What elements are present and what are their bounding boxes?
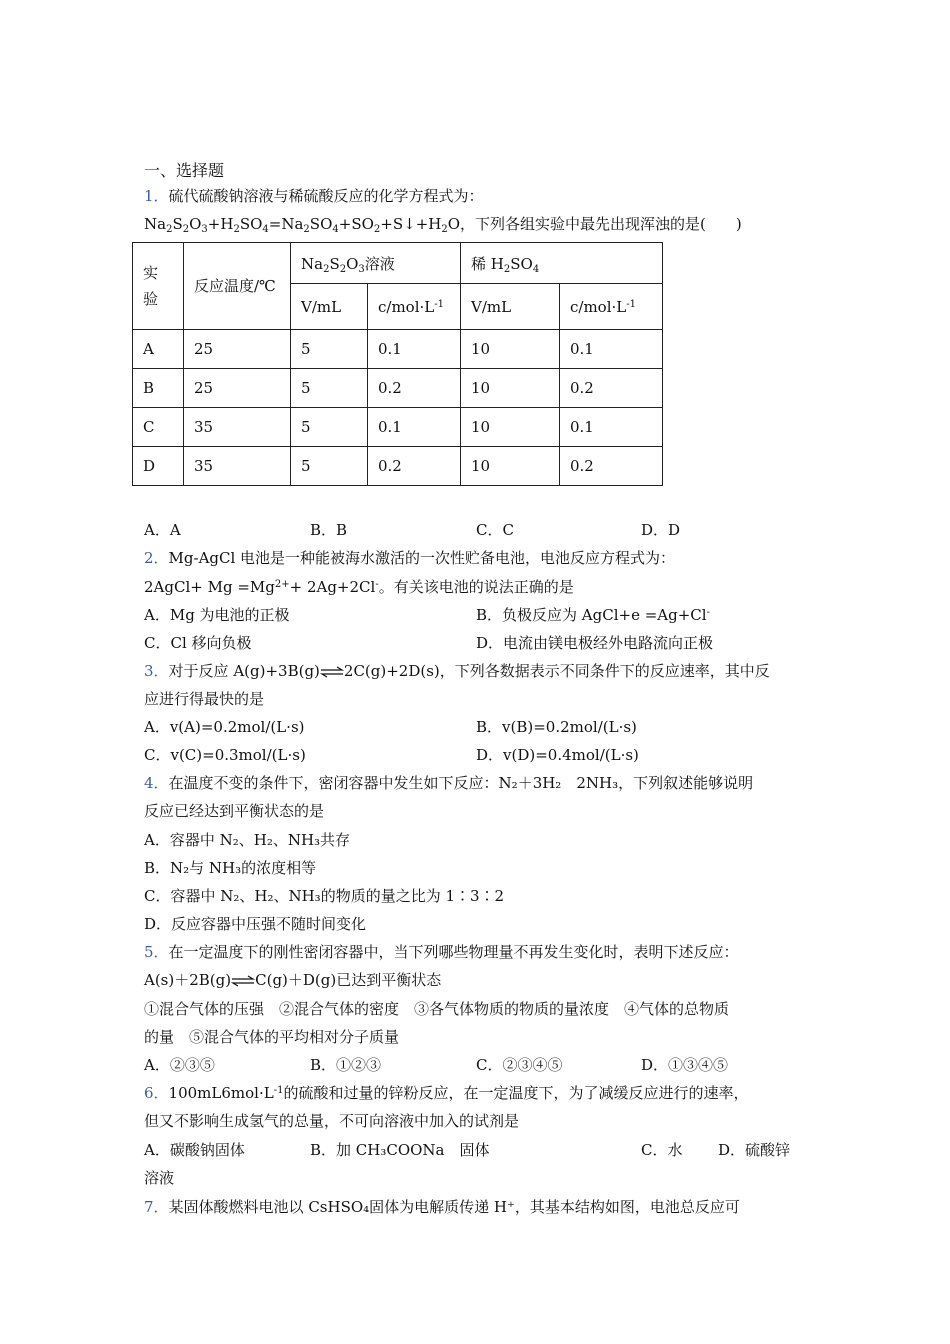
- section-title: 一、选择题: [144, 161, 225, 180]
- table-header-h2so4: 稀 $H_2SO_4$: [461, 243, 663, 284]
- q2-number: 2．: [144, 549, 169, 567]
- cell-v2: 10: [461, 408, 560, 447]
- q3-stem2: 应进行得最快的是: [144, 690, 265, 708]
- q1-stem: [144, 185, 484, 207]
- q1-number: 1．: [144, 187, 169, 205]
- cell-c2: 0.1: [560, 330, 663, 369]
- cell-v2: 10: [461, 447, 560, 486]
- table-header-v1: V/mL: [291, 284, 368, 330]
- table-row: [133, 447, 663, 486]
- q1-option-a[interactable]: A．A: [144, 521, 181, 539]
- q4-option-d[interactable]: D．反应容器中压强不随时间变化: [144, 915, 367, 933]
- cell-temp: 35: [184, 447, 291, 486]
- q6-stem-text: 100mL6mol·L: [168, 1084, 274, 1102]
- cell-c1: 0.2: [368, 369, 461, 408]
- equilibrium-arrows-icon: [320, 666, 344, 678]
- q2-option-a[interactable]: A．Mg 为电池的正极: [144, 606, 290, 624]
- q6-option-b[interactable]: B．加 CH₃COONa 固体: [310, 1141, 490, 1159]
- q7-number: 7．: [144, 1198, 169, 1216]
- q5-items2: 的量 ⑤混合气体的平均相对分子质量: [144, 1028, 400, 1046]
- q5-option-b[interactable]: B．①②③: [310, 1056, 382, 1074]
- cell-id: C: [133, 408, 184, 447]
- cell-v2: 10: [461, 369, 560, 408]
- q6-stem-tail: 的硫酸和过量的锌粉反应，在一定温度下，为了减缓反应进行的速率，: [283, 1084, 749, 1102]
- q3-stem-b: 2C(g)+2D(s)，下列各数据表示不同条件下的反应速率，其中反: [343, 662, 770, 680]
- q1-equation-tail: ，下列各组实验中最先出现浑浊的是( ): [460, 215, 742, 233]
- q5-option-a[interactable]: A．②③⑤: [144, 1056, 215, 1074]
- q3-option-d[interactable]: D．v(D)=0.4mol/(L·s): [476, 746, 639, 764]
- q4-stem2: 反应已经达到平衡状态的是: [144, 802, 325, 820]
- cell-temp: 25: [184, 330, 291, 369]
- q3-option-a[interactable]: A．v(A)=0.2mol/(L·s): [144, 718, 305, 736]
- q1-option-c[interactable]: C．C: [476, 521, 514, 539]
- equilibrium-arrows-icon: [231, 975, 255, 987]
- q2-stem: [144, 547, 675, 569]
- cell-v1: 5: [291, 330, 368, 369]
- table-header-c1: $c/mol\cdot L^{-1}$: [368, 284, 461, 330]
- q6-stem: 6．$100mL6mol\cdot L^{-1}$的硫酸和过量的锌粉反应，在一定温度下，为了减缓反应进行的速率，: [144, 1084, 749, 1102]
- q6-option-d-tail: 溶液: [144, 1169, 175, 1187]
- q4-stem-text: 在温度不变的条件下，密闭容器中发生如下反应：N₂＋3H₂ 2NH₃，下列叙述能够说明: [168, 774, 754, 792]
- cell-temp: 35: [184, 408, 291, 447]
- q6-option-d[interactable]: D．硫酸锌: [718, 1141, 791, 1159]
- q5-stem-text: 在一定温度下的刚性密闭容器中，当下列哪些物理量不再发生变化时，表明下述反应：: [168, 943, 739, 961]
- q1-experiment-table: [132, 242, 663, 486]
- q3-stem: [144, 660, 770, 682]
- cell-c2: 0.1: [560, 408, 663, 447]
- cell-v1: 5: [291, 447, 368, 486]
- cell-id: B: [133, 369, 184, 408]
- q2-stem2: 。有关该电池的说法正确的是: [378, 578, 574, 596]
- q2-option-b-text: B．负极反应为 AgCl+e =Ag+Cl: [476, 606, 707, 624]
- cell-v1: 5: [291, 369, 368, 408]
- q3-stem-a: 对于反应 A(g)+3B(g): [168, 662, 320, 680]
- q5-items: ①混合气体的压强 ②混合气体的密度 ③各气体物质的物质的量浓度 ④气体的总物质: [144, 1000, 730, 1018]
- q2-option-d[interactable]: D．电流由镁电极经外电路流向正极: [476, 634, 714, 652]
- q5-number: 5．: [144, 943, 169, 961]
- q3-number: 3．: [144, 662, 169, 680]
- table-row: [133, 330, 663, 369]
- q5-option-c[interactable]: C．②③④⑤: [476, 1056, 563, 1074]
- q7-stem-text: 某固体酸燃料电池以 CsHSO₄固体为电解质传递 H⁺，其基本结构如图，电池总反应可: [168, 1198, 740, 1216]
- q5-stem: [144, 941, 739, 963]
- cell-c2: 0.2: [560, 447, 663, 486]
- table-header-acid-label: 稀: [471, 254, 487, 273]
- cell-v1: 5: [291, 408, 368, 447]
- table-header-na-label: 溶液: [364, 254, 395, 273]
- cell-id: D: [133, 447, 184, 486]
- q5-reaction: [144, 969, 441, 991]
- q5-reaction-b: C(g)＋D(g)已达到平衡状态: [255, 971, 442, 989]
- q6-option-a[interactable]: A．碳酸钠固体: [144, 1141, 245, 1159]
- q2-equation-tail: + 2Ag+2Cl: [289, 578, 376, 596]
- q5-reaction-a: A(s)＋2B(g): [144, 971, 232, 989]
- table-header-na2s2o3: $Na_2S_2O_3$溶液: [291, 243, 461, 284]
- q2-stem-text: Mg-AgCl 电池是一种能被海水激活的一次性贮备电池，电池反应方程式为：: [168, 549, 676, 567]
- q4-option-c[interactable]: C．容器中 N₂、H₂、NH₃的物质的量之比为 1∶3∶2: [144, 887, 505, 905]
- table-header-temp: 反应温度/℃: [184, 243, 291, 330]
- q4-number: 4．: [144, 774, 169, 792]
- q7-stem: [144, 1196, 740, 1218]
- table-header-v2: V/mL: [461, 284, 560, 330]
- q4-option-a[interactable]: A．容器中 N₂、H₂、NH₃共存: [144, 831, 351, 849]
- table-header-c2: $c/mol\cdot L^{-1}$: [560, 284, 663, 330]
- table-row: [133, 408, 663, 447]
- cell-temp: 25: [184, 369, 291, 408]
- q6-stem2: 但又不影响生成氢气的总量，不可向溶液中加入的试剂是: [144, 1112, 520, 1130]
- q1-option-b[interactable]: B．B: [310, 521, 348, 539]
- q3-option-c[interactable]: C．v(C)=0.3mol/(L·s): [144, 746, 306, 764]
- cell-c1: 0.2: [368, 447, 461, 486]
- q2-equation-text: 2AgCl+ Mg =Mg: [144, 578, 275, 596]
- q4-stem: [144, 772, 753, 794]
- q1-option-d[interactable]: D．D: [641, 521, 681, 539]
- q1-equation: $Na_2S_2O_3+H_2SO_4=Na_2SO_4+SO_2+S↓+H_2O$，下列各组实验中最先出现浑浊的是( ): [144, 215, 742, 235]
- q5-option-d[interactable]: D．①③④⑤: [641, 1056, 729, 1074]
- q3-option-b[interactable]: B．v(B)=0.2mol/(L·s): [476, 718, 637, 736]
- table-header-experiment: 实验: [133, 243, 184, 330]
- cell-id: A: [133, 330, 184, 369]
- cell-v2: 10: [461, 330, 560, 369]
- q2-option-c[interactable]: C．Cl 移向负极: [144, 634, 252, 652]
- q6-option-c[interactable]: C．水: [641, 1141, 683, 1159]
- cell-c2: 0.2: [560, 369, 663, 408]
- q4-option-b[interactable]: B．N₂与 NH₃的浓度相等: [144, 859, 317, 877]
- cell-c1: 0.1: [368, 408, 461, 447]
- q2-option-b[interactable]: B．负极反应为 AgCl+e =Ag+Cl-: [476, 606, 710, 624]
- q2-equation: 2AgCl+ $Mg =Mg^{2+}+ 2Ag+2Cl^-$。有关该电池的说法正确的是: [144, 578, 574, 596]
- table-row: [133, 369, 663, 408]
- cell-c1: 0.1: [368, 330, 461, 369]
- q1-stem-text: 硫代硫酸钠溶液与稀硫酸反应的化学方程式为：: [168, 187, 484, 205]
- q6-number: 6．: [144, 1084, 169, 1102]
